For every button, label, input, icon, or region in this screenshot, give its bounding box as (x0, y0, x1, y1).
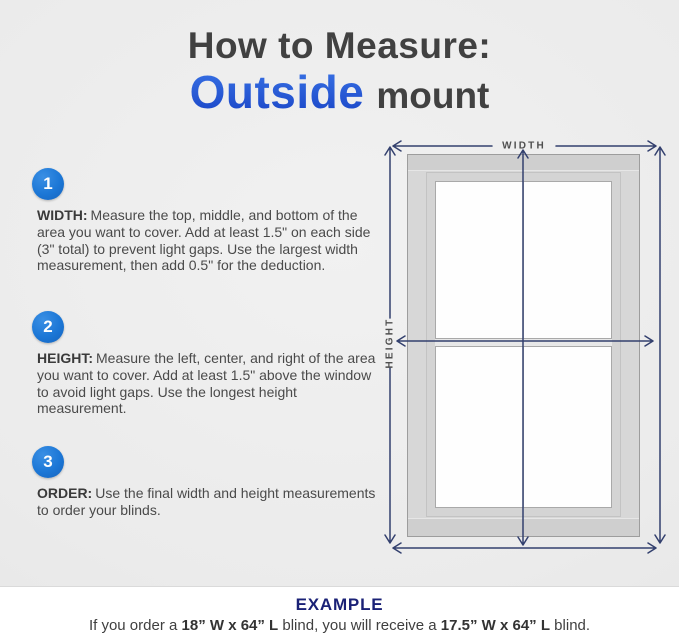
step-number-badge (32, 311, 64, 343)
step-body: Measure the left, center, and right of the area you want to cover. Add at least 1.5" above the window to avoid light gaps. Use the longest height measurement. (37, 350, 376, 417)
example-prefix: If you order a (88, 617, 182, 634)
example-suffix: blind. (550, 617, 591, 634)
window-sill (408, 518, 639, 536)
example-sentence (0, 617, 679, 634)
step-height (32, 311, 386, 417)
example-order-size: 18” W x 64” L (181, 617, 279, 634)
step-label: ORDER: (37, 485, 93, 501)
window-pane (435, 181, 612, 508)
window-head-casing (408, 155, 639, 171)
step-width (32, 168, 386, 274)
step-number: 3 (43, 452, 53, 471)
width-arrow-bottom (393, 543, 656, 553)
step-body: Use the final width and height measurements to order your blinds. (37, 485, 376, 518)
example-footer (0, 586, 679, 644)
mount-type-highlight: Outside (189, 66, 365, 118)
window-inner-frame (426, 172, 621, 517)
step-number: 1 (43, 174, 53, 193)
window-illustration (407, 154, 640, 537)
example-receive-size: 17.5” W x 64” L (440, 617, 551, 634)
height-arrow-right (655, 147, 665, 543)
step-number: 2 (43, 317, 53, 336)
page-subtitle (0, 68, 679, 128)
title-block (0, 25, 679, 128)
step-label: WIDTH: (37, 207, 88, 223)
step-description (37, 350, 384, 417)
step-label: HEIGHT: (37, 350, 93, 366)
step-number-badge (32, 168, 64, 200)
step-description (37, 485, 384, 519)
step-number-badge (32, 446, 64, 478)
window-sash-bar (435, 338, 612, 347)
page-title: How to Measure: (187, 25, 492, 66)
step-description (37, 207, 384, 274)
step-body: Measure the top, middle, and bottom of the area you want to cover. Add at least 1.5" on each side (3" total) to prevent light gaps. Use the largest width measurement, then add 0.5" for the deduction. (37, 207, 371, 274)
example-middle: blind, you will receive a (278, 617, 441, 634)
height-dimension-label: HEIGHT (384, 317, 396, 369)
example-heading: EXAMPLE (295, 595, 384, 614)
mount-type-suffix: mount (376, 75, 490, 116)
step-order (32, 446, 386, 519)
width-dimension-label: WIDTH (502, 140, 546, 152)
